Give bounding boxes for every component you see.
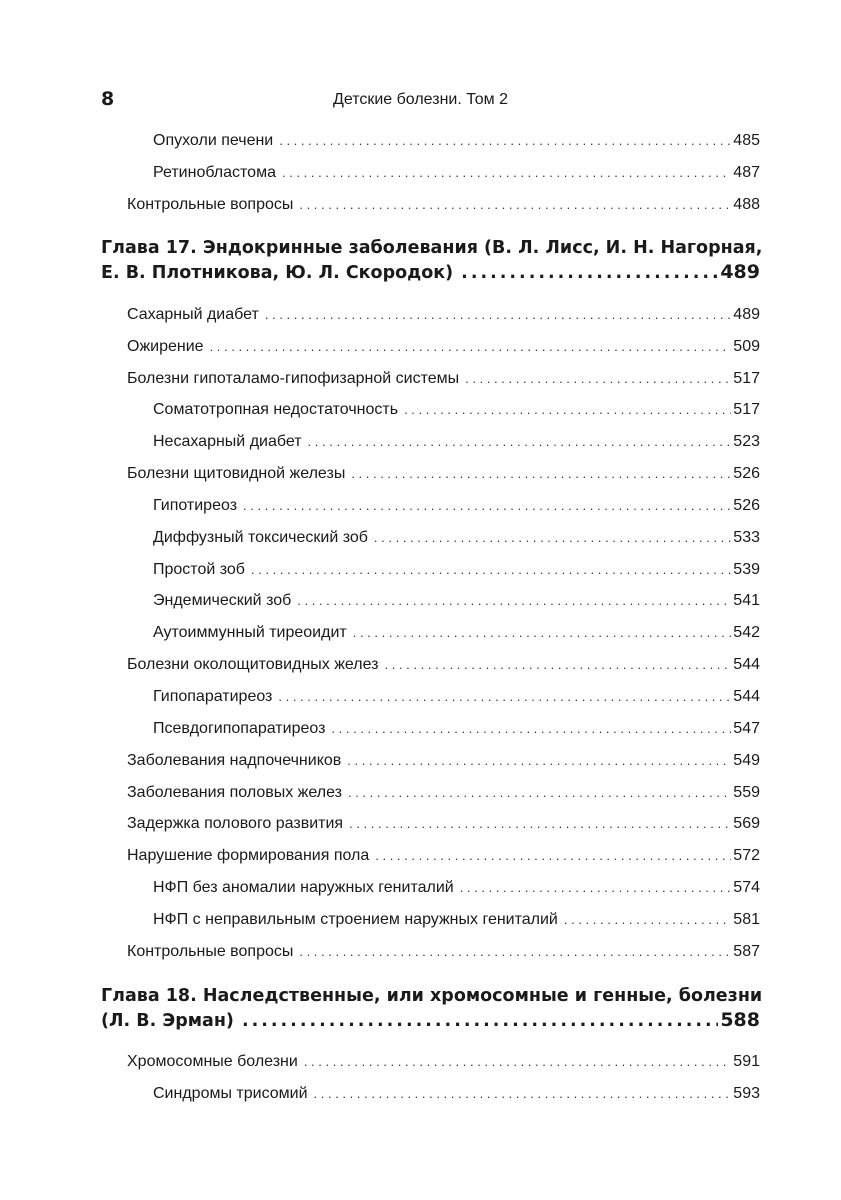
toc-entry [127,846,760,866]
dot-leader [297,591,731,611]
toc-entry-title: Сахарный диабет [127,306,259,323]
toc-entry-title: Хромосомные болезни [127,1053,298,1070]
dot-leader [349,814,731,834]
toc-entry-page: 547 [733,720,760,737]
toc-entry-title: Ретинобластома [153,164,276,181]
toc-entry [127,337,760,357]
toc-entry-title: Нарушение формирования пола [127,847,370,864]
toc-entry-title: Контрольные вопросы [127,943,294,960]
toc-entry-page: 591 [733,1053,760,1070]
toc-entry [127,369,760,389]
dot-leader [353,623,732,643]
toc-entry-page: 487 [733,164,760,181]
toc-entry-title: Диффузный токсический зоб [153,529,368,546]
chapter-title-line1: Глава 17. Эндокринные заболевания (В. Л. Лисс, И. Н. Нагорная, [101,238,763,258]
toc-entry [153,910,760,930]
toc-entry [127,305,760,325]
dot-leader [348,783,731,803]
dot-leader [210,337,732,357]
dot-leader [385,655,732,675]
toc-entry-page: 569 [733,815,760,832]
dot-leader [404,400,731,420]
toc-entry [153,400,760,420]
chapter-title-line2: Е. В. Плотникова, Ю. Л. Скородок) [101,263,454,283]
dot-leader [460,878,732,898]
dot-leader [265,305,731,325]
dot-leader [242,1009,718,1033]
toc-entry-page: 549 [733,752,760,769]
dot-leader [278,687,731,707]
toc-entry [153,432,760,452]
toc-entry-page: 533 [733,529,760,546]
toc-entry-page: 581 [733,911,760,928]
toc-entry [153,719,760,739]
dot-leader [308,432,732,452]
dot-leader [465,369,731,389]
toc-entry-title: Гипопаратиреоз [153,688,273,705]
toc-entry-page: 485 [733,132,760,149]
chapter-title-line1: Глава 18. Наследственные, или хромосомные и генные, болезни [101,986,763,1006]
toc-entry-page: 544 [733,688,760,705]
toc-entry-page: 574 [733,879,760,896]
dot-leader [347,751,731,771]
toc-entry [153,131,760,151]
dot-leader [351,464,731,484]
toc-entry-title: Заболевания надпочечников [127,752,342,769]
toc-entry [127,1052,760,1072]
chapter-heading [101,984,763,1033]
dot-leader [299,942,731,962]
dot-leader [375,846,731,866]
toc-entry [153,591,760,611]
toc-entry [153,163,760,183]
toc-entry-title: НФП без аномалии наружных гениталий [153,879,454,896]
toc-entry-page: 539 [733,561,760,578]
toc-entry [127,814,760,834]
toc-entry-page: 517 [733,401,760,418]
toc-entry-page: 526 [733,497,760,514]
toc-entry [153,1084,760,1104]
toc-entry-title: Опухоли печени [153,132,274,149]
chapter-heading [101,236,763,285]
toc-entry-page: 544 [733,656,760,673]
dot-leader [461,261,718,285]
chapter-page: 588 [720,1009,760,1031]
page-number: 8 [101,88,115,110]
chapter-page: 489 [720,261,760,283]
toc-entry [153,560,760,580]
toc-entry-page: 559 [733,784,760,801]
toc-entry-title: Эндемический зоб [153,592,292,609]
toc-entry [127,783,760,803]
toc-entry [153,878,760,898]
chapter-title-line2: (Л. В. Эрман) [101,1011,234,1031]
dot-leader [282,163,731,183]
toc-entry [153,687,760,707]
toc-entry-title: Задержка полового развития [127,815,344,832]
toc-entry [127,942,760,962]
dot-leader [279,131,731,151]
toc-entry-title: Аутоиммунный тиреоидит [153,624,347,641]
toc-entry-title: Несахарный диабет [153,433,302,450]
toc-entry-title: Болезни щитовидной железы [127,465,346,482]
toc-entry-title: НФП с неправильным строением наружных гениталий [153,911,558,928]
toc-entry-page: 488 [733,196,760,213]
dot-leader [243,496,731,516]
toc-entry-page: 542 [733,624,760,641]
toc-entry-page: 593 [733,1085,760,1102]
dot-leader [299,195,731,215]
toc-entry-page: 517 [733,370,760,387]
dot-leader [314,1084,732,1104]
toc-entry [127,751,760,771]
toc-entry [153,496,760,516]
dot-leader [564,910,731,930]
toc-entry-page: 541 [733,592,760,609]
toc-entry-page: 509 [733,338,760,355]
toc-entry-title: Простой зоб [153,561,245,578]
toc-entry-title: Ожирение [127,338,204,355]
dot-leader [331,719,731,739]
toc-entry-title: Заболевания половых желез [127,784,342,801]
toc-entry [127,464,760,484]
toc-entry-page: 587 [733,943,760,960]
chapter-title-line2-row [101,1008,760,1033]
dot-leader [251,560,731,580]
toc-entry-title: Болезни околощитовидных желез [127,656,379,673]
dot-leader [304,1052,731,1072]
running-header: Детские болезни. Том 2 [333,91,508,108]
toc-entry-page: 523 [733,433,760,450]
toc-entry-page: 572 [733,847,760,864]
toc-entry [127,195,760,215]
toc-entry-title: Болезни гипоталамо-гипофизарной системы [127,370,460,387]
dot-leader [374,528,731,548]
toc-entry [153,528,760,548]
toc-entry-page: 526 [733,465,760,482]
toc-entry-title: Гипотиреоз [153,497,238,514]
chapter-title-line2-row [101,260,760,285]
toc-entry-page: 489 [733,306,760,323]
toc-entry-title: Контрольные вопросы [127,196,294,213]
toc-entry [127,655,760,675]
toc-entry-title: Соматотропная недостаточность [153,401,399,418]
toc-entry-title: Псевдогипопаратиреоз [153,720,326,737]
toc-entry-title: Синдромы трисомий [153,1085,308,1102]
toc-entry [153,623,760,643]
